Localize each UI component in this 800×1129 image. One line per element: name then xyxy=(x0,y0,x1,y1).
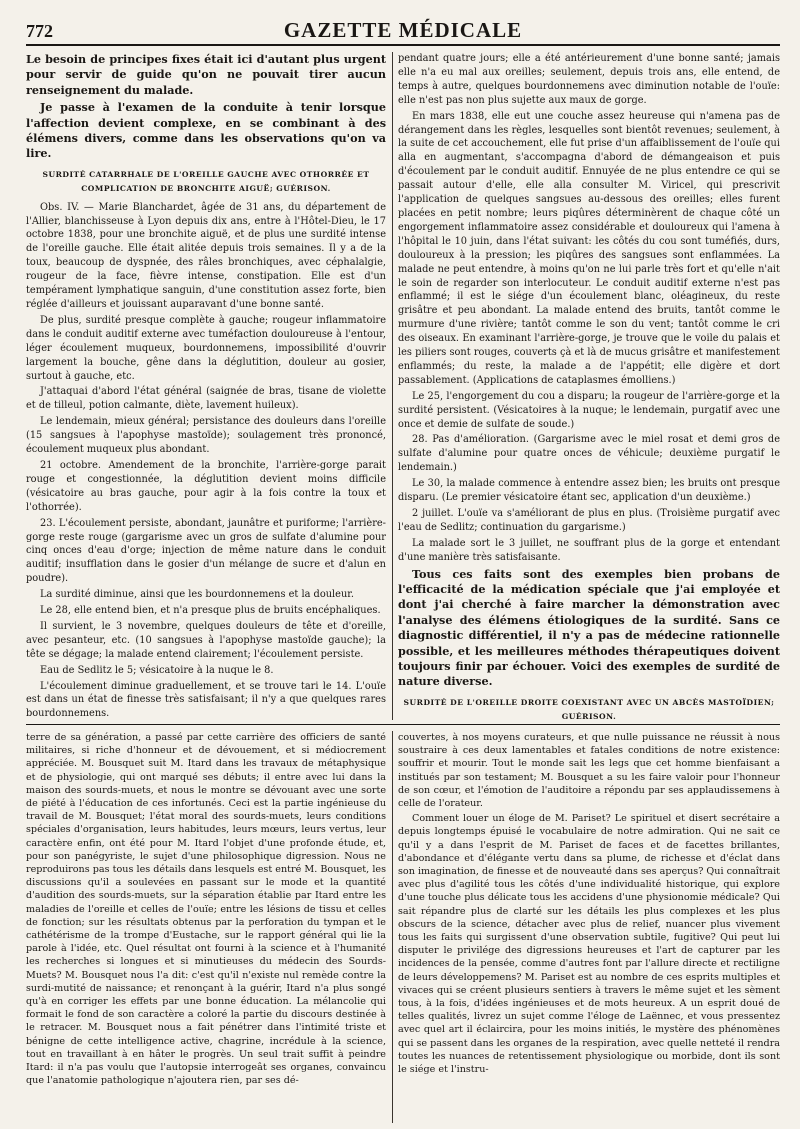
section-heading: SURDITÉ CATARRHALE DE L'OREILLE GAUCHE AVEC OTHORRÉE ET COMPLICATION DE BRONCHITE AIGUË; GUÉRISON. xyxy=(42,169,370,193)
paragraph: 28. Pas d'amélioration. (Gargarisme avec le miel rosat et demi gros de sulfate d'alumine pour quatre onces de véhicule; deuxième purgatif le lendemain.) xyxy=(398,434,780,474)
paragraph: Il survient, le 3 novembre, quelques douleurs de tête et d'oreille, avec pesanteur, etc. (10 sangsues à l'apophyse mastoïde gauche); la tête se dégage; la malade entend clairement; l'écoulement persiste. xyxy=(26,620,386,660)
upper-right-column xyxy=(398,52,780,720)
paragraph: Eau de Sedlitz le 5; vésicatoire à la nuque le 8. xyxy=(40,664,274,676)
paragraph: Tous ces faits sont des exemples bien probans de l'efficacité de la médication spéciale que j'ai employée et dont j'ai cherché à faire marcher la démonstration avec l'analyse des élémens étiologiques de la surdité. Sans ce diagnostic différentiel, il n'y a pas de médecine rationnelle possible, et les meilleures méthodes thérapeutiques doivent toujours finir par échouer. Voici des exemples de surdité de nature diverse. xyxy=(398,566,780,689)
paragraph: En mars 1838, elle eut une couche assez heureuse qui n'amena pas de dérangement dans les règles, lesquelles sont bientôt revenues; seulement, à la suite de cet accouchement, elle fut prise d'un affaiblissement de l'ouïe qui alla en augmentant, s'accompagna d'abord de démangeaison et puis d'écoulement par le conduit auditif. Ennuyée de ne plus entendre ce qui se passait autour d'elle, elle alla consulter M. Viricel, qui prescrivit l'application de quelques sangsues au-dessous des oreilles; elles furent placées en petit nombre; leurs piqûres déterminèrent de chaque côté un engorgement inflammatoire assez considérable et douloureux qui l'amena à l'hôpital le 10 juin, dans l'état suivant: les côtés du cou sont tuméfiés, durs, douloureux à la pression; les piqûres des sangsues sont enflammées. La malade ne peut entendre, à moins qu'on ne lui parle très fort et qu'elle n'ait le soin de regarder son interlocuteur. Le conduit auditif externe n'est pas enflammé; il est le siége d'un écoulement blanc, oléagineux, du reste grisâtre et peu abondant. La malade entend des bruits, tantôt comme le murmure d'une rivière; tantôt comme le son du vent; tantôt comme le cri des oiseaux. En examinant l'arrière-gorge, je trouve que le voile du palais et les piliers sont rouges, couverts çà et là de mucus grisâtre et manifestement enflammés; du reste, la malade a de l'appétit; elle digère et dort passablement. (Applications de cataplasmes émolliens.) xyxy=(398,110,780,386)
masthead-title: GAZETTE MÉDICALE xyxy=(283,18,523,42)
paragraph: Comment louer un éloge de M. Pariset? Le spirituel et disert secrétaire a depuis longtemps épuisé le vocabulaire de notre admiration. Qui ne sait ce qu'il y a dans l'esprit de M. Pariset de faces et de facettes brillantes, d'abondance et d'élégante vertu dans sa plume, de richesse et d'éclat dans son imagination, de finesse et de nouveauté dans ses aperçus? Qui connaîtrait avec plus d'agilité tous les côtés d'une individualité historique, qui explore d'une touche plus délicate tous les accidens d'une physionomie médicale? Qui sait répandre plus de clarté sur les détails les plus complexes et les plus obscurs de la science, détacher avec plus de relief, nuancer plus vivement tous les faits qui surgissent d'une observation subtile, fugitive? Qui peut lui disputer le privilége des digressions heureuses et l'art de capturer par les incidences de la pensée, comme d'autres font par l'allure directe et rectiligne de leurs développemens? M. Pariset est au nombre de ces esprits multiples et vivaces qui se créent plusieurs sentiers à travers le même sujet et les sèment tous, à la fois, d'idées ingénieuses et de mots heureux. A un esprit doué de telles qualités, livrez un sujet comme l'éloge de Laënnec, et vous pressentez avec quel art il éclaircira, pour les moins initiés, le mystère des phénomènes qui se passent dans les organes de la respiration, avec quelle netteté il rendra toutes les nuances de retentissement physiologique ou morbide, dont ils sont le siége et l'instru- xyxy=(398,813,780,1076)
section-divider xyxy=(26,724,780,725)
paragraph: Le 28, elle entend bien, et n'a presque plus de bruits encéphaliques. xyxy=(40,605,381,617)
paragraph: La malade sort le 3 juillet, ne souffrant plus de la gorge et entendant d'une manière très satisfaisante. xyxy=(398,537,780,563)
paragraph: Le besoin de principes fixes était ici d'autant plus urgent pour servir de guide qu'on ne pouvait tirer aucun renseignement du malade. xyxy=(26,52,386,97)
paragraph: J'attaquai d'abord l'état général (saignée de bras, tisane de violette et de tilleul, potion calmante, diète, lavement huileux). xyxy=(26,386,386,412)
paragraph: Le 30, la malade commence à entendre assez bien; les bruits ont presque disparu. (Le premier vésicatoire étant sec, application d'un deuxième.) xyxy=(398,478,780,504)
paragraph: 23. L'écoulement persiste, abondant, jaunâtre et puriforme; l'arrière-gorge reste rouge (gargarisme avec un gros de sulfate d'alumine pour cinq onces d'eau d'orge; injection de même nature dans le conduit auditif; insufflation dans le gosier d'un mélange de sucre et d'alun en poudre). xyxy=(26,517,386,585)
upper-left-column xyxy=(26,52,386,720)
paragraph: 21 octobre. Amendement de la bronchite, l'arrière-gorge parait rouge et congestionnée, la déglutition devient moins difficile (vésicatoire au bras gauche, pour agir à la fois contre la toux et l'othorrée). xyxy=(26,459,386,513)
paragraph: 2 juillet. L'ouïe va s'améliorant de plus en plus. (Troisième purgatif avec l'eau de Sedlitz; continuation du gargarisme.) xyxy=(398,508,780,533)
lower-right-column xyxy=(398,731,780,1123)
column-divider-lower xyxy=(392,731,393,1123)
paragraph: Le lendemain, mieux général; persistance des douleurs dans l'oreille (15 sangsues à l'apophyse mastoïde); soulagement très prononcé, écoulement muqueux plus abondant. xyxy=(26,416,386,456)
page-number: 772 xyxy=(26,21,53,41)
paragraph: couvertes, à nos moyens curateurs, et que nulle puissance ne réussit à nous soustraire à ces deux lamentables et fatales conditions de notre existence: souffrir et mourir. Tout le monde sait les legs que cet homme bienfaisant a institués par son testament; M. Bousquet a su les faire valoir pour l'honneur de son cœur, et l'émotion de l'auditoire a répondu par ses applaudissemens à celle de l'orateur. xyxy=(398,732,780,810)
paragraph: Je passe à l'examen de la conduite à tenir lorsque l'affection devient complexe, en se combinant à des élémens divers, comme dans les observations qu'on va lire. xyxy=(26,100,386,161)
paragraph: pendant quatre jours; elle a été antérieurement d'une bonne santé; jamais elle n'a eu mal aux oreilles; seulement, depuis trois ans, elle entend, de temps à autre, quelques bourdonnemens avec diminution notable de l'ouïe: elle n'est pas non plus sujette aux maux de gorge. xyxy=(398,53,780,106)
paragraph: L'écoulement diminue graduellement, et se trouve tari le 14. L'ouïe est dans un état de finesse très satisfaisant; il n'y a que quelques rares bourdonnemens. xyxy=(26,680,386,720)
paragraph: De plus, surdité presque complète à gauche; rougeur inflammatoire dans le conduit auditif externe avec tuméfaction douloureuse à l'entour, léger écoulement muqueux, bourdonnemens, impossibilité d'ouvrir largement la bouche, gêne dans la déglutition, douleur au gosier, surtout à gauche, etc. xyxy=(26,314,386,382)
page-header xyxy=(26,18,780,46)
paragraph: Obs. IV. — Marie Blanchardet, âgée de 31 ans, du département de l'Allier, blanchisseuse à Lyon depuis dix ans, entre à l'Hôtel-Dieu, le 17 octobre 1838, pour une bronchite aiguë, et de plus une surdité intense de l'oreille gauche. Elle était alitée depuis trois semaines. Il y a de la toux, beaucoup de dyspnée, des râles bronchiques, avec céphalalgie, rougeur de la face, fièvre intense, constipation. Elle est d'un tempérament lymphatique sanguin, d'une constitution assez forte, bien réglée d'ailleurs et jouissant auparavant d'une bonne santé. xyxy=(26,201,386,310)
paragraph: terre de sa génération, a passé par cette carrière des officiers de santé militaires, si riche d'honneur et de dévouement, et si médiocrement appréciée. M. Bousquet suit M. Itard dans les travaux de métaphysique et de physiologie, qui ont marqué ses débuts; il entre avec lui dans la maison des sourds-muets, et nous le montre se dévouant avec une sorte de piété à l'éducation de ces infortunés. Ceci est la partie ingénieuse du travail de M. Bousquet; l'état moral des sourds-muets, leurs conditions spéciales d'organisation, leurs habitudes, leurs mœurs, leurs vertus, leur caractère enfin, ont été pour M. Itard l'objet d'une profonde étude, et, pour son panégyriste, le sujet d'une philosophique digression. Nous ne reproduirons pas tous les détails dans lesquels est entré M. Bousquet, les discussions qu'il a soulevées en passant sur le mode et la quantité d'audition des sourds-muets, sur la séparation établie par Itard entre les maladies de l'oreille et celles de l'ouïe; entre les lésions de tissu et celles de fonction; sur les résultats obtenus par la perforation du tympan et le cathétérisme de la trompe d'Eustache, sur le rapport général qui lie la parole à l'idée, etc. Quel résultat ont fourni à la science et à l'humanité les recherches si longues et si minutieuses du médecin des Sourds-Muets? M. Bousquet nous l'a dit: c'est qu'il n'existe nul remède contre la surdi-mutité de naissance; et renonçant à la guérir, Itard n'a plus songé qu'à en corriger les effets par une bonne éducation. La mélancolie qui formait le fond de son caractère a coloré la partie du discours destinée à le retracer. M. Bousquet nous a fait pénétrer dans l'intimité triste et bénigne de cette intelligence active, chagrine, incrédule à la science, tout en travaillant à en hâter le progrès. Un seul trait suffit à peindre Itard: il n'a pas voulu que l'autopsie interrogeât ses organes, convaincu que l'anatomie pathologique n'ajoutera rien, par ses dé- xyxy=(26,732,386,1087)
lower-left-column xyxy=(26,731,386,1123)
paragraph: La surdité diminue, ainsi que les bourdonnemens et la douleur. xyxy=(40,589,354,601)
section-heading: SURDITÉ DE L'OREILLE DROITE COEXISTANT AVEC UN ABCÈS MASTOÏDIEN; GUÉRISON. xyxy=(403,697,775,720)
paragraph: Le 25, l'engorgement du cou a disparu; la rougeur de l'arrière-gorge et la surdité persistent. (Vésicatoires à la nuque; le lendemain, purgatif avec une once et demie de sulfate de soude.) xyxy=(398,390,780,430)
column-divider-upper xyxy=(392,52,393,720)
